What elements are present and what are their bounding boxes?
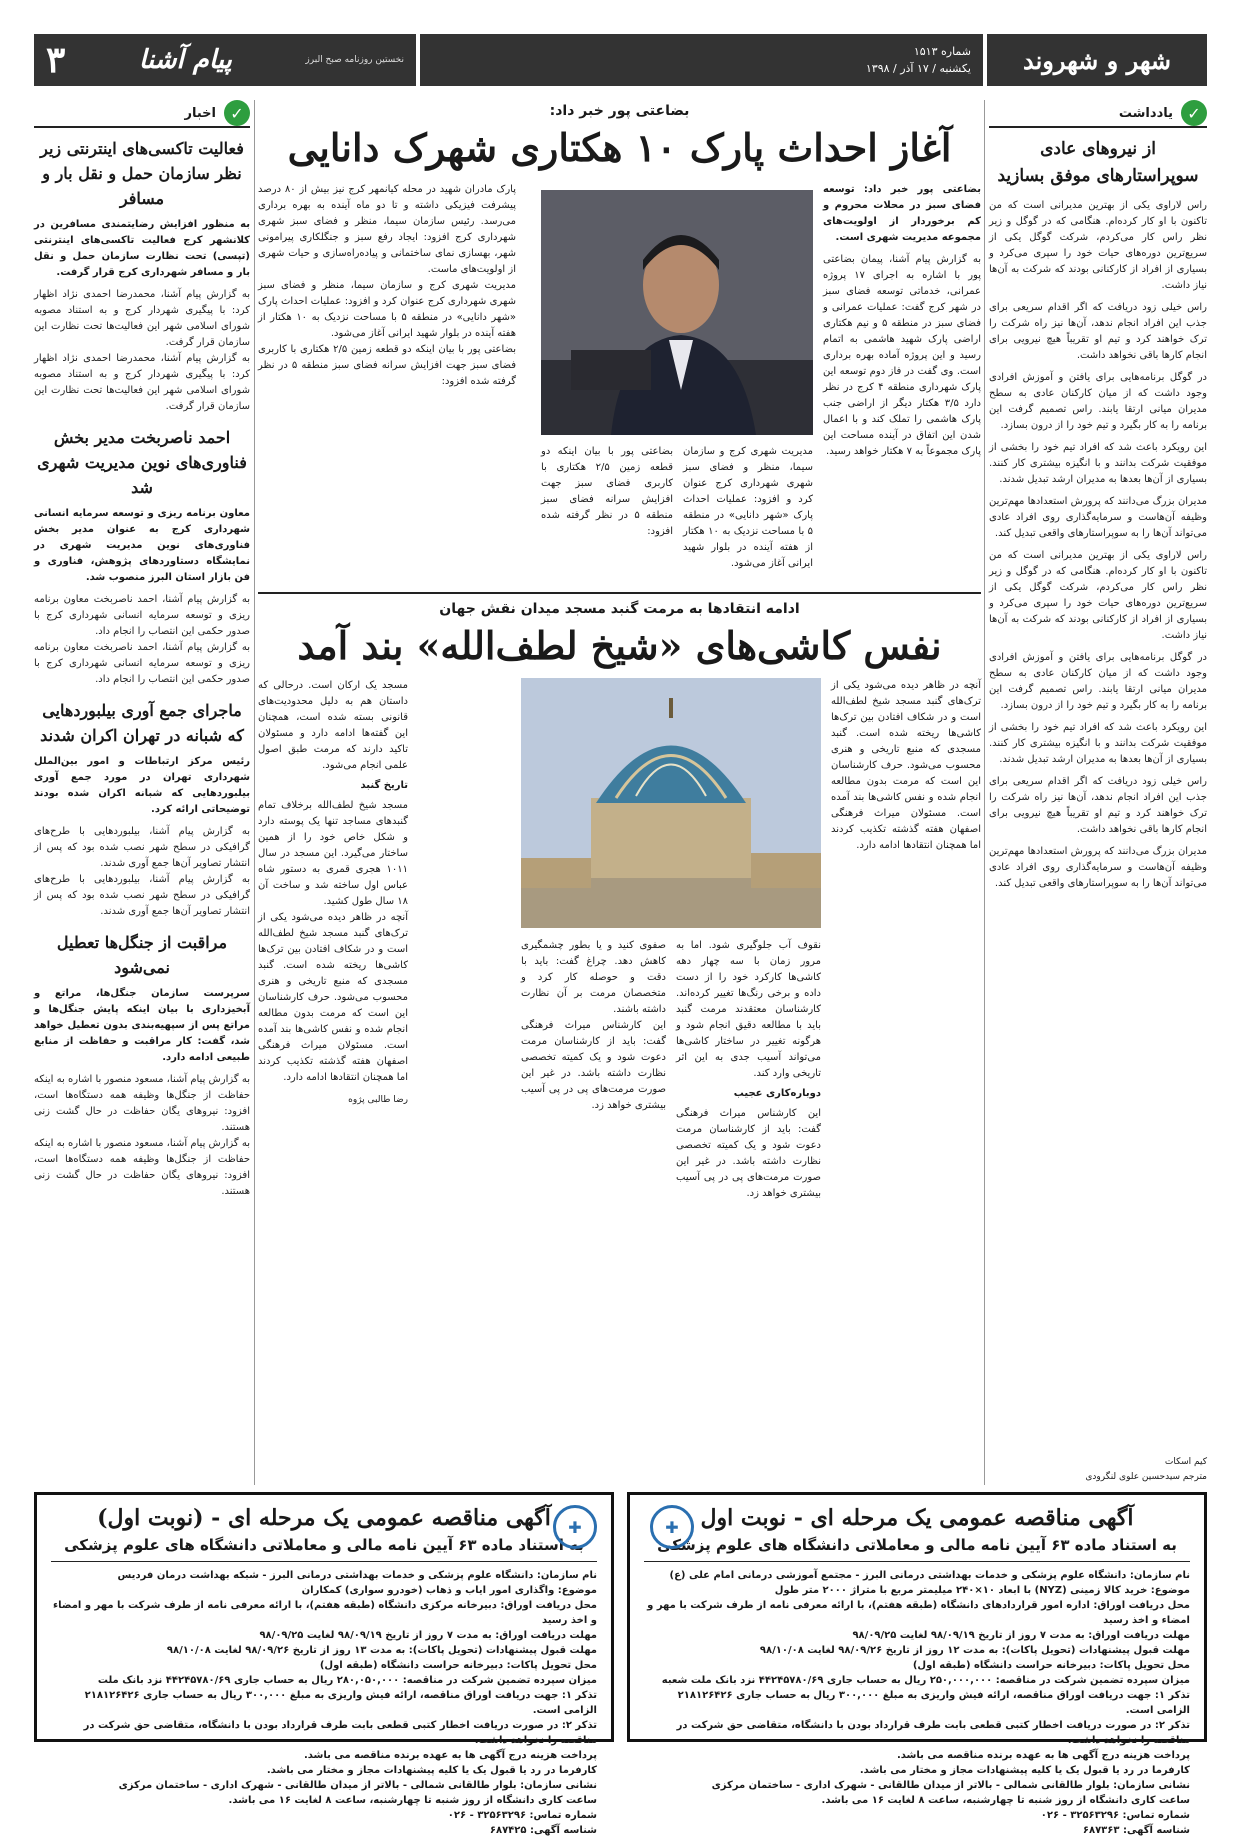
university-logo-icon: ✚ <box>650 1505 694 1549</box>
ad-subtitle: به استناد ماده ۶۳ آیین نامه مالی و معاملاتی دانشگاه های علوم پزشکی <box>51 1533 597 1562</box>
news-title: مراقبت از جنگل‌ها تعطیل نمی‌شود <box>56 933 228 977</box>
note-column <box>989 100 1207 1485</box>
news-section-label: اخبار <box>184 105 216 121</box>
section-title: شهر و شهروند <box>1023 45 1171 75</box>
ad-line: مهلت قبول پیشنهادات (تحویل پاکات): به مدت ۱۳ روز از تاریخ ۹۸/۰۹/۲۶ لغایت ۹۸/۱۰/۰۸ <box>166 1645 597 1656</box>
note-title: از نیروهای عادی سوپراستارهای موفق بسازید <box>997 139 1199 186</box>
note-translator: مترجم سیدحسین علوی لنگرودی <box>1085 1472 1207 1482</box>
park-lead: بضاعتی پور خبر داد: توسعه فضای سبز در محلات محروم و کم برخوردار از اولویت‌های مجموعه مدیریت شهری است. <box>823 184 981 243</box>
mosque-subhead: تاریخ گنبد <box>360 780 408 791</box>
news-item <box>34 425 250 688</box>
ad-line: نشانی سازمان: بلوار طالقانی شمالی - بالاتر از میدان طالقانی - شهرک اداری - ساختمان مرکزی <box>711 1780 1190 1791</box>
mosque-headline: نفس کاشی‌های «شیخ لطف‌الله» بند آمد <box>297 623 942 668</box>
note-source: کیم اسکات <box>1164 1457 1207 1467</box>
paper-logo: پیام آشنا <box>138 45 232 75</box>
ad-line: ساعت کاری دانشگاه از روز شنبه تا چهارشنبه، ساعت ۸ لغایت ۱۶ می باشد. <box>821 1795 1190 1806</box>
note-paragraph: در گوگل برنامه‌هایی برای یافتن و آموزش افرادی وجود داشت که از میان کارکنان عادی به سطح مدیران میانی ارتقا یابند. راس تصمیم گرفت این برنامه را به کار بگیرد و تیم خود را از درون بسازد. <box>989 652 1207 711</box>
news-body: به گزارش پیام آشنا، بیلبوردهایی با طرح‌های گرافیکی در سطح شهر نصب شده بود که پس از انتشار تصاویر آن‌ها جمع آوری شدند. <box>34 826 250 869</box>
news-body: به گزارش پیام آشنا، مسعود منصور با اشاره به اینکه حفاظت از جنگل‌ها وظیفه همه دستگاه‌ها است، افزود: نیروهای یگان حفاظت در حال گشت زنی هستند. <box>34 1074 250 1133</box>
note-body <box>989 198 1207 892</box>
ad-line: موضوع: واگذاری امور ایاب و ذهاب (خودرو سواری) کمکاران <box>301 1585 597 1596</box>
news-lead: سرپرست سازمان جنگل‌ها، مراتع و آبخیزداری با بیان اینکه پایش جنگل‌ها و مراتع پس از سپهیه‌بندی بدون تعطیل خواهد شد، گفت: کار مراقبت و حفاظت از منابع طبیعی ادامه دارد. <box>34 988 250 1063</box>
mosque-author: رضا طالبی پژوه <box>348 1095 408 1105</box>
news-title: احمد ناصربخت مدیر بخش فناوری‌های نوین مدیریت شهری شد <box>37 428 247 497</box>
ad-line: تذکر ۱: جهت دریافت اوراق مناقصه، ارائه فیش واریزی به مبلغ ۳۰۰,۰۰۰ ریال به حساب جاری ۲۱۸۱۲۶۴۲۶ الزامی است. <box>84 1690 597 1716</box>
note-paragraph: در گوگل برنامه‌هایی برای یافتن و آموزش افرادی وجود داشت که از میان کارکنان عادی به سطح مدیران میانی ارتقا یابند. راس تصمیم گرفت این برنامه را به کار بگیرد و تیم خود را از درون بسازد. <box>989 372 1207 431</box>
park-text: بضاعتی پور با بیان اینکه دو قطعه زمین ۲/۵ هکتاری با کاربری فضای سبز جهت افزایش سرانه فضای سبز منطقه ۵ در نظر گرفته شده افزود: <box>258 344 517 387</box>
park-article <box>258 100 981 590</box>
paper-banner <box>34 34 416 86</box>
ad-line: شماره تماس: ۳۲۵۶۳۲۹۶ - ۰۲۶ <box>447 1810 597 1821</box>
news-body: به گزارش پیام آشنا، مسعود منصور با اشاره به اینکه حفاظت از جنگل‌ها وظیفه همه دستگاه‌ها است، افزود: نیروهای یگان حفاظت در حال گشت زنی هستند. <box>34 1138 250 1197</box>
ad-line: کارفرما در رد یا قبول یک یا کلیه پیشنهادات مجاز و مختار می باشد. <box>266 1765 597 1776</box>
ad-line: تذکر ۲: در صورت دریافت اخطار کتبی قطعی بابت طرف قرارداد بودن با دانشگاه، متقاضی حق شرکت در مناقصه را نخواهد داشت. <box>83 1720 597 1746</box>
news-title: فعالیت تاکسی‌های اینترنتی زیر نظر سازمان حمل و نقل بار و مسافر <box>40 139 244 208</box>
news-body: به گزارش پیام آشنا، احمد ناصربخت معاون برنامه ریزی و توسعه سرمایه انسانی شهرداری کرج با صدور حکمی این انتصاب را انجام داد. <box>34 642 250 685</box>
news-lead: رئیس مرکز ارتباطات و امور بین‌الملل شهرداری تهران در مورد جمع آوری بیلبوردهایی که شبانه اکران شده بودند توضیحاتی ارائه کرد. <box>34 756 250 815</box>
column-divider <box>984 100 985 1485</box>
note-signature <box>1085 1455 1207 1485</box>
ad-line: نام سازمان: دانشگاه علوم پزشکی و خدمات بهداشتی درمانی البرز - شبکه بهداشت درمان فردیس <box>117 1570 597 1581</box>
mosque-photo <box>521 678 821 928</box>
issue-date: یکشنبه / ۱۷ آذر / ۱۳۹۸ <box>865 62 971 75</box>
ad-line: نام سازمان: دانشگاه علوم پزشکی و خدمات بهداشتی درمانی البرز - مجتمع آموزشی درمانی امام علی (ع) <box>669 1570 1190 1581</box>
park-col-2 <box>683 444 813 590</box>
mosque-col-1 <box>831 678 981 1485</box>
official-portrait-image <box>541 190 813 435</box>
ad-line: شماره تماس: ۳۲۵۶۳۲۹۶ - ۰۲۶ <box>1040 1810 1190 1821</box>
news-item <box>34 698 250 920</box>
mosque-text: صفوی کنید و یا بطور چشمگیری کاهش دهد. چراغ گفت: باید با دقت و حوصله کار کرد و متخصصان مرمت بر آن نظارت داشته باشند. <box>521 940 666 1015</box>
note-section-header <box>989 100 1207 128</box>
ad-line: پرداخت هزینه درج آگهی ها به عهده برنده مناقصه می باشد. <box>303 1750 597 1761</box>
mosque-text: مسجد شیخ لطف‌الله برخلاف تمام گنبدهای مساجد تنها یک پوسته دارد و شکل خاص خود را از همین ساختار می‌گیرد. این مسجد در سال ۱۰۱۱ هجری قمری به دستور شاه عباس اول ساخته شد و ساخت آن ۱۸ سال طول کشید. <box>258 800 408 907</box>
ad-body <box>51 1568 597 1838</box>
ad-line: پرداخت هزینه درج آگهی ها به عهده برنده مناقصه می باشد. <box>896 1750 1190 1761</box>
column-divider <box>254 100 255 1485</box>
news-lead: به منظور افزایش رضایتمندی مسافرین در کلانشهر کرج فعالیت تاکسی‌های اینترنتی (تپسی) تحت نظارت سازمان حمل و نقل بار و مسافر شهرداری کرج قرار گرفت. <box>34 219 250 278</box>
ad-line: نشانی سازمان: بلوار طالقانی شمالی - بالاتر از میدان طالقانی - شهرک اداری - ساختمان مرکزی <box>118 1780 597 1791</box>
ad-line: محل تحویل پاکات: دبیرخانه حراست دانشگاه (طبقه اول) <box>912 1660 1190 1671</box>
ad-body <box>644 1568 1190 1838</box>
ad-line: محل دریافت اوراق: دبیرخانه مرکزی دانشگاه (طبقه هفتم)، با ارائه معرفی نامه از طرف شرکت با مهر و امضاء و اخذ رسید <box>53 1600 597 1626</box>
ad-line: تذکر ۱: جهت دریافت اوراق مناقصه، ارائه فیش واریزی به مبلغ ۳۰۰,۰۰۰ ریال به حساب جاری ۲۱۸۱۲۶۴۲۶ الزامی است. <box>677 1690 1190 1716</box>
ad-line: میزان سپرده تضمین شرکت در مناقصه: ۲۵۰,۰۰۰,۰۰۰ ریال به حساب جاری ۴۴۲۴۵۷۸۰/۶۹ نزد بانک ملت شعبه <box>661 1675 1190 1686</box>
tender-ads <box>34 1492 1207 1836</box>
park-text: مدیریت شهری کرج و سازمان سیما، منظر و فضای سبز شهری شهرداری کرج عنوان کرد و افزود: عملیات احداث پارک «شهر دانایی» در منطقه ۵ با مساحت نزدیک به ۱۰ هکتار از هفته آینده در بلوار شهید ایرانی آغاز می‌شود. <box>683 446 813 569</box>
ad-line: محل دریافت اوراق: اداره امور قراردادهای دانشگاه (طبقه هفتم)، با ارائه معرفی نامه از طرف شرکت با مهر و امضاء و اخذ رسید <box>647 1600 1190 1626</box>
note-section-label: یادداشت <box>1118 105 1173 121</box>
mosque-col-4 <box>258 678 408 1485</box>
mosque-article <box>258 592 981 1485</box>
note-paragraph: راس خیلی زود دریافت که اگر اقدام سریعی برای جذب این افراد انجام ندهد، آن‌ها نیز راه شرکت را ترک خواهند کرد و تیم او تقریباً هیچ نیرویی برای انجام کارها باقی نخواهد داشت. <box>989 302 1207 361</box>
page-number: ۳ <box>46 39 66 81</box>
ad-line: ساعت کاری دانشگاه از روز شنبه تا چهارشنبه، ساعت ۸ لغایت ۱۶ می باشد. <box>228 1795 597 1806</box>
issue-info <box>420 34 983 86</box>
mosque-col-2 <box>676 938 821 1485</box>
news-body: به گزارش پیام آشنا، بیلبوردهایی با طرح‌های گرافیکی در سطح شهر نصب شده بود که پس از انتشار تصاویر آن‌ها جمع آوری شدند. <box>34 874 250 917</box>
ad-line: شناسه آگهی: ۶۸۷۳۶۳ <box>1082 1825 1190 1836</box>
park-text: مدیریت شهری کرج و سازمان سیما، منظر و فضای سبز شهری شهرداری کرج عنوان کرد و افزود: عملیات احداث پارک «شهر دانایی» در منطقه ۵ با مساحت نزدیک به ۱۰ هکتار از هفته آینده در بلوار شهید ایرانی آغاز می‌شود. <box>258 280 516 339</box>
note-paragraph: راس لاراوی یکی از بهترین مدیرانی است که من تاکنون با او کار کرده‌ام. هنگامی که در گوگل و زیر نظر راس کار می‌کردم، شرکت گوگل یکی از سریع‌ترین دوره‌های حیات خود را سپری می‌کرد و بسیاری از افراد از کارکنانی بودند که شرکت به آن‌ها نیاز داشت. <box>989 550 1207 641</box>
park-text: پارک مادران شهید در محله کیانمهر کرج نیز بیش از ۸۰ درصد پیشرفت فیزیکی داشته و تا دو ماه آینده به بهره برداری می‌رسد. رئیس سازمان سیما، منظر و فضای سبز شهری شهرداری کرج افزود: ایجاد رفع سبز و جنگلکاری پیرامونی شهر، بهسازی نمای ساختمانی و پیاده‌راه‌سازی و حیات شهری از اولویت‌های ماست. <box>258 184 517 275</box>
mosque-text: این کارشناس میراث فرهنگی گفت: باید از کارشناسان مرمت دعوت شود و یک کمیته تخصصی نظارت داشته باشد. در غیر این صورت مرمت‌های پی در پی آسیب بیشتری خواهد زد. <box>676 1108 821 1199</box>
ad-line: مهلت دریافت اوراق: به مدت ۷ روز از تاریخ ۹۸/۰۹/۱۹ لغایت ۹۸/۰۹/۲۵ <box>259 1630 597 1641</box>
note-paragraph: راس خیلی زود دریافت که اگر اقدام سریعی برای جذب این افراد انجام ندهد، آن‌ها نیز راه شرکت را ترک خواهند کرد و تیم او تقریباً هیچ نیرویی برای انجام کارها باقی نخواهد داشت. <box>989 776 1207 835</box>
ad-title: آگهی مناقصه عمومی یک مرحله ای - (نوبت اول) <box>97 1505 551 1531</box>
ad-subtitle: به استناد ماده ۶۳ آیین نامه مالی و معاملاتی دانشگاه های علوم پزشکی <box>644 1533 1190 1562</box>
mosque-col-3 <box>521 938 666 1485</box>
park-col-1 <box>823 182 981 590</box>
mosque-text: نقوف آب جلوگیری شود. اما به مرور زمان با سه چهار دهه کاشی‌ها کارکرد خود را از دست داده و برخی رنگ‌ها تغییر کرده‌اند. کارشناسان معتقدند مرمت گنبد باید با مطالعه دقیق انجام شود و هرگونه تغییر در ساختار کاشی‌ها می‌تواند آسیب جدی به این اثر تاریخی وارد کند. <box>676 940 821 1079</box>
university-logo-icon: ✚ <box>553 1505 597 1549</box>
ad-line: مهلت قبول پیشنهادات (تحویل پاکات): به مدت ۱۲ روز از تاریخ ۹۸/۰۹/۲۶ لغایت ۹۸/۱۰/۰۸ <box>759 1645 1190 1656</box>
dome-image <box>521 678 821 928</box>
mosque-text: آنچه در ظاهر دیده می‌شود یکی از ترک‌های گنبد مسجد شیخ لطف‌الله است و در شکاف افتادن بین ترک‌ها کاشی‌ها ریخته شده است. گنبد مسجدی که منبع تاریخی و هنری محسوب می‌شود. حرف کارشناسان این است که مرمت بدون مطالعه انجام شده و نفس کاشی‌ها بند آمده است. مسئولان میراث فرهنگی اصفهان هفته گذشته تکذیب کردند اما همچنان انتقادها ادامه دارد. <box>258 912 408 1083</box>
park-body <box>258 182 981 590</box>
main-column <box>258 100 981 1485</box>
mosque-subhead: دوباره‌کاری عجیب <box>733 1088 821 1099</box>
check-icon: ✓ <box>224 100 250 126</box>
issue-number: شماره ۱۵۱۳ <box>913 45 971 58</box>
paper-tagline: نخستین روزنامه صبح البرز <box>305 55 404 65</box>
park-kicker: بضاعتی پور خبر داد: <box>549 103 690 119</box>
park-col-4 <box>258 182 516 590</box>
news-lead: معاون برنامه ریزی و توسعه سرمایه انسانی شهرداری کرج به عنوان مدیر بخش فناوری‌های نوین مدیریت شهری در نمایشگاه دستاوردهای پژوهش، فناوری و فن بازار استان البرز منصوب شد. <box>34 508 250 583</box>
ad-line: موضوع: خرید کالا زمینی (NYZ) با ابعاد ۱۰×۲۴۰ میلیمتر مربع با متراژ ۲۰۰۰ متر طول <box>774 1585 1190 1596</box>
mosque-kicker: ادامه انتقادها به مرمت گنبد مسجد میدان نقش جهان <box>439 601 800 617</box>
park-text: به گزارش پیام آشنا، پیمان بضاعتی پور با اشاره به اجرای ۱۷ پروژه عمرانی، خدماتی توسعه فضای سبز در شهر کرج گفت: عملیات عمرانی و فضای سبز در منطقه ۵ و نیم هکتاری اراضی پارک شهید هاشمی به اتمام رسید و این پروژه آماده بهره برداری است. وی گفت در فاز دوم توسعه این پارک شهرداری منطقه ۴ کرج در نظر دارد ۳/۵ هکتار دیگر از اراضی جنب پارک هاشمی را تملک کند و با اعمال شدن این اتفاق در آینده مساحت این پارک مجموعاً به ۷ هکتار خواهد رسید. <box>823 254 982 457</box>
note-paragraph: این رویکرد باعث شد که افراد تیم خود را بخشی از موفقیت شرکت بدانند و با انگیزه بیشتری کار کنند. بسیاری از آن‌ها بعدها به مدیران ارشد تبدیل شدند. <box>989 442 1207 485</box>
mosque-text: مسجد یک ارکان است. درحالی که داستان هم به دلیل محدودیت‌های قانونی بسته شده است، همچنان این گفته‌ها ادامه دارد و مسئولان تاکید دارند که مرمت طبق اصول علمی انجام می‌شود. <box>258 680 408 771</box>
news-section-header <box>34 100 250 128</box>
note-paragraph: مدیران بزرگ می‌دانند که پرورش استعدادها مهم‌ترین وظیفه آن‌هاست و سرمایه‌گذاری روی افراد عادی می‌تواند آن‌ها را به سوپراستارهای واقعی تبدیل کند. <box>989 496 1207 539</box>
news-item <box>34 930 250 1200</box>
park-headline: آغاز احداث پارک ۱۰ هکتاری شهرک دانایی <box>287 125 952 170</box>
ad-line: میزان سپرده تضمین شرکت در مناقصه: ۲۸۰,۰۵۰,۰۰۰ ریال به حساب جاری ۴۴۲۴۵۷۸۰/۶۹ نزد بانک ملت <box>97 1675 597 1686</box>
ad-line: تذکر ۲: در صورت دریافت اخطار کتبی قطعی بابت طرف قرارداد بودن با دانشگاه، متقاضی حق شرکت در مناقصه را نخواهد داشت. <box>676 1720 1190 1746</box>
news-column <box>34 100 250 1485</box>
ad-title: آگهی مناقصه عمومی یک مرحله ای - نوبت اول <box>700 1505 1134 1531</box>
park-text: بضاعتی پور با بیان اینکه دو قطعه زمین ۲/۵ هکتاری با کاربری فضای سبز جهت افزایش سرانه فضای سبز منطقه ۵ در نظر گرفته شده افزود: <box>541 446 673 537</box>
official-photo <box>541 190 813 435</box>
ad-line: شناسه آگهی: ۶۸۷۴۲۵ <box>489 1825 597 1836</box>
tender-ad-left <box>34 1492 614 1836</box>
mosque-text: این کارشناس میراث فرهنگی گفت: باید از کارشناسان مرمت دعوت شود و یک کمیته تخصصی نظارت داشته باشد. در غیر این صورت مرمت‌های پی در پی آسیب بیشتری خواهد زد. <box>521 1020 666 1111</box>
news-item <box>34 136 250 415</box>
news-body: به گزارش پیام آشنا، احمد ناصربخت معاون برنامه ریزی و توسعه سرمایه انسانی شهرداری کرج با صدور حکمی این انتصاب را انجام داد. <box>34 594 250 637</box>
note-paragraph: این رویکرد باعث شد که افراد تیم خود را بخشی از موفقیت شرکت بدانند و با انگیزه بیشتری کار کنند. بسیاری از آن‌ها بعدها به مدیران ارشد تبدیل شدند. <box>989 722 1207 765</box>
section-banner <box>987 34 1207 86</box>
check-icon: ✓ <box>1181 100 1207 126</box>
news-body: به گزارش پیام آشنا، محمدرضا احمدی نژاد اظهار کرد: با پیگیری شهردار کرج و به استناد مصوبه شورای اسلامی شهر این فعالیت‌ها تحت نظارت این سازمان قرار گرفت. <box>34 353 250 412</box>
ad-line: کارفرما در رد یا قبول یک یا کلیه پیشنهادات مجاز و مختار می باشد. <box>859 1765 1190 1776</box>
ad-line: مهلت دریافت اوراق: به مدت ۷ روز از تاریخ ۹۸/۰۹/۱۹ لغایت ۹۸/۰۹/۲۵ <box>852 1630 1190 1641</box>
park-col-3 <box>541 444 673 590</box>
note-paragraph: مدیران بزرگ می‌دانند که پرورش استعدادها مهم‌ترین وظیفه آن‌هاست و سرمایه‌گذاری روی افراد عادی می‌تواند آن‌ها را به سوپراستارهای واقعی تبدیل کند. <box>989 846 1207 889</box>
news-title: ماجرای جمع آوری بیلبوردهایی که شبانه در تهران اکران شدند <box>40 701 244 745</box>
mosque-text: آنچه در ظاهر دیده می‌شود یکی از ترک‌های گنبد مسجد شیخ لطف‌الله است و در شکاف افتادن بین ترک‌ها کاشی‌ها ریخته شده است. گنبد مسجدی که منبع تاریخی و هنری محسوب می‌شود. حرف کارشناسان این است که مرمت بدون مطالعه انجام شده و نفس کاشی‌ها بند آمده است. مسئولان میراث فرهنگی اصفهان هفته گذشته تکذیب کردند اما همچنان انتقادها ادامه دارد. <box>831 680 981 851</box>
tender-ad-right <box>627 1492 1207 1836</box>
note-paragraph: راس لاراوی یکی از بهترین مدیرانی است که من تاکنون با او کار کرده‌ام. هنگامی که در گوگل و زیر نظر راس کار می‌کردم، شرکت گوگل یکی از سریع‌ترین دوره‌های حیات خود را سپری می‌کرد و بسیاری از افراد از کارکنانی بودند که شرکت به آن‌ها نیاز داشت. <box>989 200 1207 291</box>
news-body: به گزارش پیام آشنا، محمدرضا احمدی نژاد اظهار کرد: با پیگیری شهردار کرج و به استناد مصوبه شورای اسلامی شهر این فعالیت‌ها تحت نظارت این سازمان قرار گرفت. <box>34 289 250 348</box>
ad-line: محل تحویل پاکات: دبیرخانه حراست دانشگاه (طبقه اول) <box>319 1660 597 1671</box>
